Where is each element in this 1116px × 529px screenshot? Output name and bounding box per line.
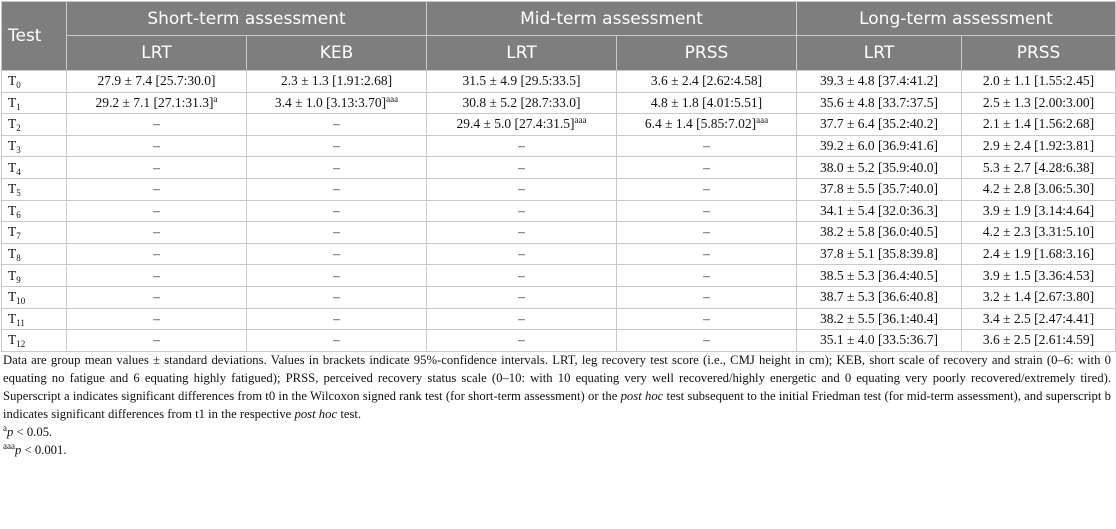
table-cell: – [617, 178, 797, 200]
table-cell: – [617, 135, 797, 157]
table-cell: – [67, 286, 247, 308]
table-row [2, 265, 1116, 287]
table-cell: 38.2 ± 5.8 [36.0:40.5] [797, 222, 962, 244]
row-label: $T_{12}$ [2, 330, 67, 352]
table-cell: – [247, 157, 427, 179]
table-cell: – [67, 178, 247, 200]
table-cell: – [247, 308, 427, 330]
notes-main: Data are group mean values ± standard deviations. Values in brackets indicate 95%-confidence intervals. LRT, leg recovery test score (i.e., CMJ height in cm); KEB, short scale of recovery and strain (0–6: with 0 equating no fatigue and 6 equating highly fatigued); PRSS, perceived recovery status scale (0–10: with 10 equating very well recovered/highly energetic and 0 equating very poorly recovered/extremely tired). Superscript a indicates significant differences from t0 in the Wilcoxon signed rank test (for short-term assessment) or the post hoc test subsequent to the initial Friedman test (for mid-term assessment), and superscript b indicates significant differences from t1 in the respective post hoc test. [3, 353, 1111, 421]
table-cell: 39.2 ± 6.0 [36.9:41.6] [797, 135, 962, 157]
table-cell: 38.7 ± 5.3 [36.6:40.8] [797, 286, 962, 308]
table-cell: – [67, 243, 247, 265]
table-cell: – [247, 222, 427, 244]
table-cell: – [617, 243, 797, 265]
table-cell: – [67, 265, 247, 287]
table-cell: 27.9 ± 7.4 [25.7:30.0] [67, 71, 247, 93]
table-cell: – [247, 178, 427, 200]
table-cell: – [427, 135, 617, 157]
row-label: $T_1$ [2, 92, 67, 114]
table-cell: 2.5 ± 1.3 [2.00:3.00] [962, 92, 1116, 114]
table-cell: – [427, 308, 617, 330]
table-cell: 34.1 ± 5.4 [32.0:36.3] [797, 200, 962, 222]
table-cell: – [617, 286, 797, 308]
header-column: LRT [427, 36, 617, 71]
row-label: $T_4$ [2, 157, 67, 179]
row-label: $T_0$ [2, 71, 67, 93]
table-cell: – [247, 135, 427, 157]
header-column: PRSS [962, 36, 1116, 71]
table-cell: 2.0 ± 1.1 [1.55:2.45] [962, 71, 1116, 93]
table-cell: – [247, 286, 427, 308]
table-cell: – [427, 286, 617, 308]
table-cell: 38.5 ± 5.3 [36.4:40.5] [797, 265, 962, 287]
row-label: $T_7$ [2, 222, 67, 244]
table-row [2, 222, 1116, 244]
table-cell: 3.4 ± 1.0 [3.13:3.70]$^{aaa}$ [247, 92, 427, 114]
header-column: LRT [67, 36, 247, 71]
table-cell: 4.2 ± 2.3 [3.31:5.10] [962, 222, 1116, 244]
table-cell: – [427, 330, 617, 352]
table-cell: – [617, 265, 797, 287]
table-cell: 30.8 ± 5.2 [28.7:33.0] [427, 92, 617, 114]
table-cell: 3.9 ± 1.9 [3.14:4.64] [962, 200, 1116, 222]
table-cell: 2.3 ± 1.3 [1.91:2.68] [247, 71, 427, 93]
table-cell: – [67, 330, 247, 352]
table-cell: 3.4 ± 2.5 [2.47:4.41] [962, 308, 1116, 330]
results-table [1, 1, 1116, 352]
table-cell: 38.2 ± 5.5 [36.1:40.4] [797, 308, 962, 330]
table-cell: – [247, 243, 427, 265]
table-cell: 35.1 ± 4.0 [33.5:36.7] [797, 330, 962, 352]
table-row [2, 92, 1116, 114]
footnote-p-005: $^a$p < 0.05. [3, 423, 53, 439]
row-label: $T_6$ [2, 200, 67, 222]
table-cell: 4.2 ± 2.8 [3.06:5.30] [962, 178, 1116, 200]
table-cell: 2.1 ± 1.4 [1.56:2.68] [962, 114, 1116, 136]
table-cell: 4.8 ± 1.8 [4.01:5.51] [617, 92, 797, 114]
table-cell: – [427, 157, 617, 179]
table-cell: – [617, 308, 797, 330]
table-cell: – [67, 200, 247, 222]
table-row [2, 330, 1116, 352]
table-body [2, 71, 1116, 352]
table-cell: – [67, 157, 247, 179]
table-cell: 37.7 ± 6.4 [35.2:40.2] [797, 114, 962, 136]
header-group-mid-term: Mid-term assessment [427, 2, 797, 36]
table-cell: – [67, 135, 247, 157]
table-cell: 2.4 ± 1.9 [1.68:3.16] [962, 243, 1116, 265]
header-test: Test [2, 2, 67, 71]
table-cell: 37.8 ± 5.1 [35.8:39.8] [797, 243, 962, 265]
table-cell: 2.9 ± 2.4 [1.92:3.81] [962, 135, 1116, 157]
header-column: LRT [797, 36, 962, 71]
table-cell: – [617, 222, 797, 244]
header-column: KEB [247, 36, 427, 71]
header-column: PRSS [617, 36, 797, 71]
table-cell: 3.2 ± 1.4 [2.67:3.80] [962, 286, 1116, 308]
table-cell: 35.6 ± 4.8 [33.7:37.5] [797, 92, 962, 114]
table-row [2, 308, 1116, 330]
table-cell: 6.4 ± 1.4 [5.85:7.02]$^{aaa}$ [617, 114, 797, 136]
table-cell: – [427, 222, 617, 244]
table-cell: – [247, 265, 427, 287]
table-row [2, 71, 1116, 93]
footnote-p-0001: $^{aaa}$p < 0.001. [3, 441, 67, 457]
table-cell: – [617, 330, 797, 352]
header-group-short-term: Short-term assessment [67, 2, 427, 36]
table-cell: – [247, 200, 427, 222]
table-cell: 31.5 ± 4.9 [29.5:33.5] [427, 71, 617, 93]
table-cell: – [67, 308, 247, 330]
table-cell: 39.3 ± 4.8 [37.4:41.2] [797, 71, 962, 93]
table-cell: – [67, 114, 247, 136]
row-label: $T_9$ [2, 265, 67, 287]
table-cell: – [427, 243, 617, 265]
row-label: $T_{11}$ [2, 308, 67, 330]
table-cell: – [247, 114, 427, 136]
table-row [2, 114, 1116, 136]
table-cell: 29.2 ± 7.1 [27.1:31.3]$^a$ [67, 92, 247, 114]
table-cell: – [427, 265, 617, 287]
row-label: $T_{10}$ [2, 286, 67, 308]
table-notes [3, 351, 1111, 459]
row-label: $T_3$ [2, 135, 67, 157]
row-label: $T_5$ [2, 178, 67, 200]
table-cell: 3.6 ± 2.5 [2.61:4.59] [962, 330, 1116, 352]
table-cell: – [617, 157, 797, 179]
table-cell: – [427, 200, 617, 222]
table-cell: 3.6 ± 2.4 [2.62:4.58] [617, 71, 797, 93]
table-cell: 5.3 ± 2.7 [4.28:6.38] [962, 157, 1116, 179]
table-row [2, 157, 1116, 179]
row-label: $T_2$ [2, 114, 67, 136]
table-row [2, 135, 1116, 157]
table-row [2, 243, 1116, 265]
table-cell: 38.0 ± 5.2 [35.9:40.0] [797, 157, 962, 179]
table-cell: – [67, 222, 247, 244]
table-cell: – [427, 178, 617, 200]
table-row [2, 200, 1116, 222]
table-cell: – [617, 200, 797, 222]
table-cell: – [247, 330, 427, 352]
table-cell: 3.9 ± 1.5 [3.36:4.53] [962, 265, 1116, 287]
header-group-long-term: Long-term assessment [797, 2, 1116, 36]
table-cell: 29.4 ± 5.0 [27.4:31.5]$^{aaa}$ [427, 114, 617, 136]
table-row [2, 178, 1116, 200]
table-cell: 37.8 ± 5.5 [35.7:40.0] [797, 178, 962, 200]
row-label: $T_8$ [2, 243, 67, 265]
table-row [2, 286, 1116, 308]
